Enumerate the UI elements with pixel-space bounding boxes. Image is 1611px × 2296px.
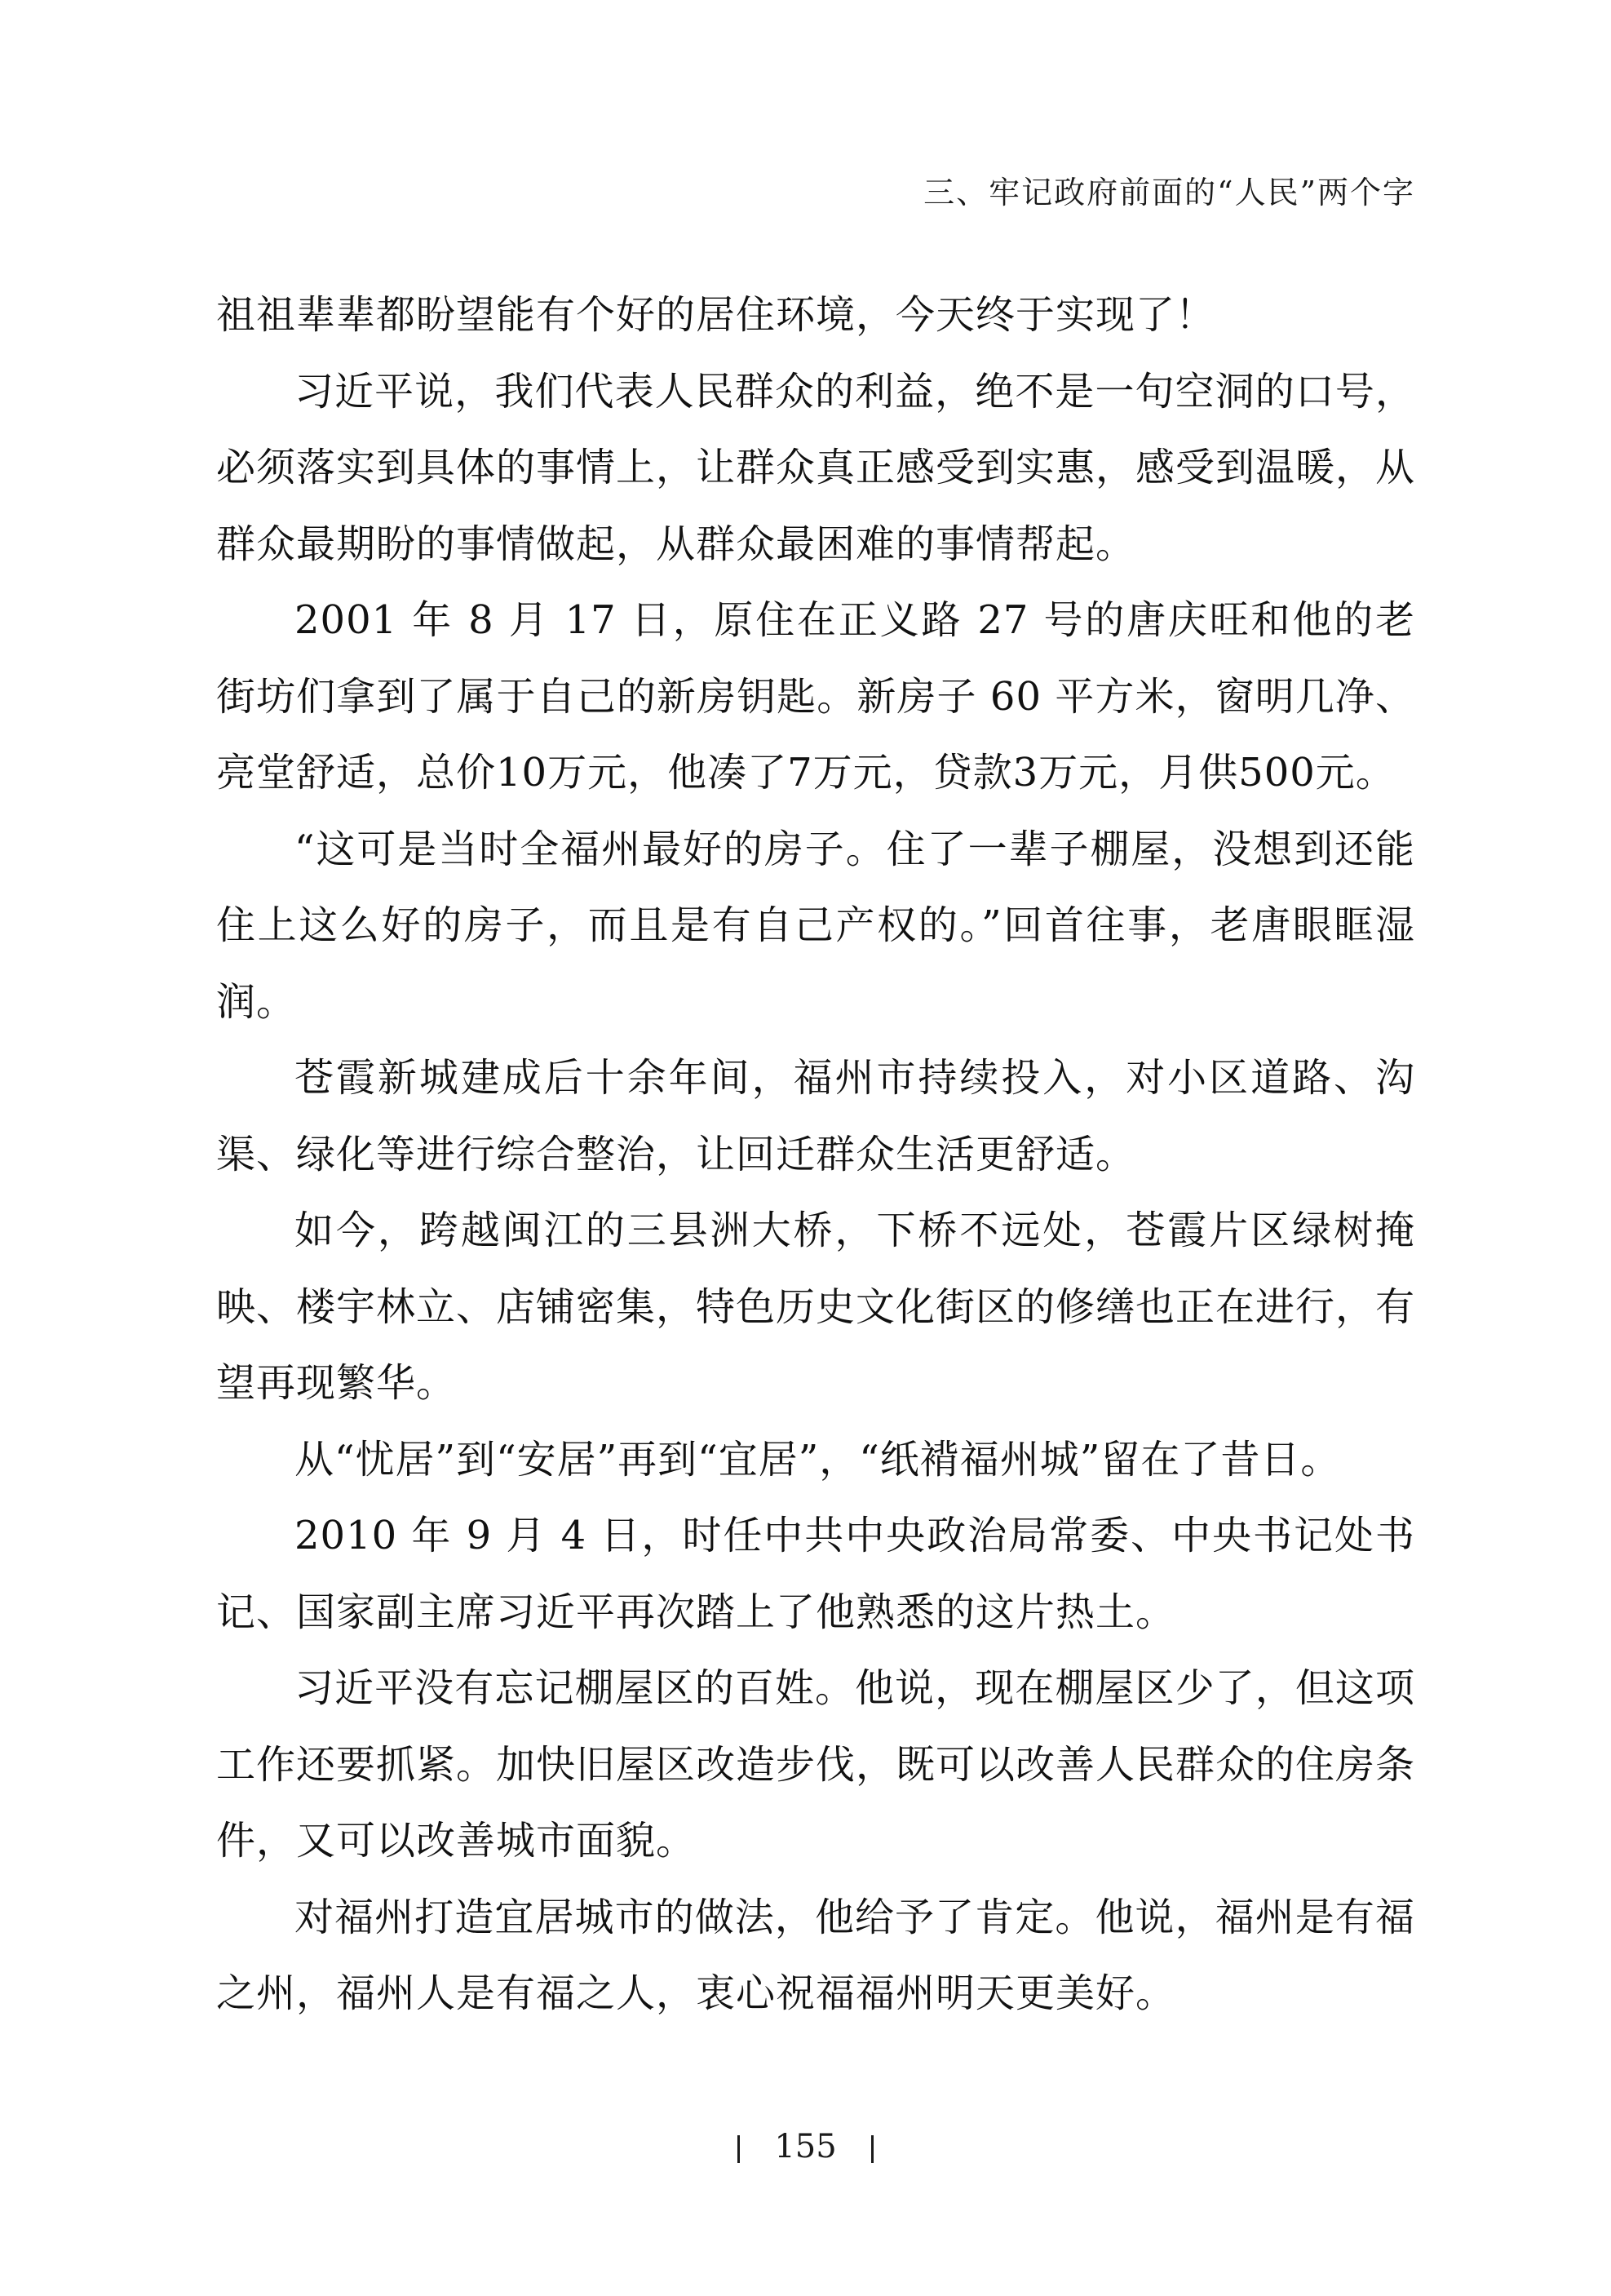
paragraph: 习近平没有忘记棚屋区的百姓。他说，现在棚屋区少了，但这项工作还要抓紧。加快旧屋区改造步伐，既可以改善人民群众的住房条件，又可以改善城市面貌。 [216,1665,1416,1864]
folio-bar-left [737,2135,740,2163]
paragraph: “这可是当时全福州最好的房子。住了一辈子棚屋，没想到还能住上这么好的房子，而且是有自己产权的。”回首往事，老唐眼眶湿润。 [216,826,1415,1025]
page-footer [0,2128,1611,2165]
paragraph: 2010 年 9 月 4 日，时任中共中央政治局常委、中央书记处书记、国家副主席习近平再次踏上了他熟悉的这片热土。 [216,1513,1415,1635]
paragraph: 习近平说，我们代表人民群众的利益，绝不是一句空洞的口号，必须落实到具体的事情上，让群众真正感受到实惠，感受到温暖，从群众最期盼的事情做起，从群众最困难的事情帮起。 [216,368,1416,567]
folio-bar-right [871,2135,874,2163]
body-text [216,277,1415,2032]
paragraph: 2001 年 8 月 17 日，原住在正义路 27 号的唐庆旺和他的老街坊们拿到了属于自己的新房钥匙。新房子 60 平方米，窗明几净、亮堂舒适，总价10万元，他凑了7万元，贷款3万元，月供500元。 [216,597,1415,796]
paragraph: 从“忧居”到“安居”再到“宜居”，“纸褙福州城”留在了昔日。 [294,1436,1341,1483]
paragraph: 祖祖辈辈都盼望能有个好的居住环境，今天终于实现了！ [216,292,1216,338]
running-header: 三、牢记政府前面的“人民”两个字 [923,175,1415,211]
paragraph: 苍霞新城建成后十余年间，福州市持续投入，对小区道路、沟渠、绿化等进行综合整治，让回迁群众生活更舒适。 [216,1055,1415,1177]
paragraph: 如今，跨越闽江的三县洲大桥，下桥不远处，苍霞片区绿树掩映、楼宇林立、店铺密集，特色历史文化街区的修缮也正在进行，有望再现繁华。 [216,1208,1416,1406]
page-number: 155 [774,2128,837,2165]
paragraph: 对福州打造宜居城市的做法，他给予了肯定。他说，福州是有福之州，福州人是有福之人，衷心祝福福州明天更美好。 [216,1894,1415,2016]
